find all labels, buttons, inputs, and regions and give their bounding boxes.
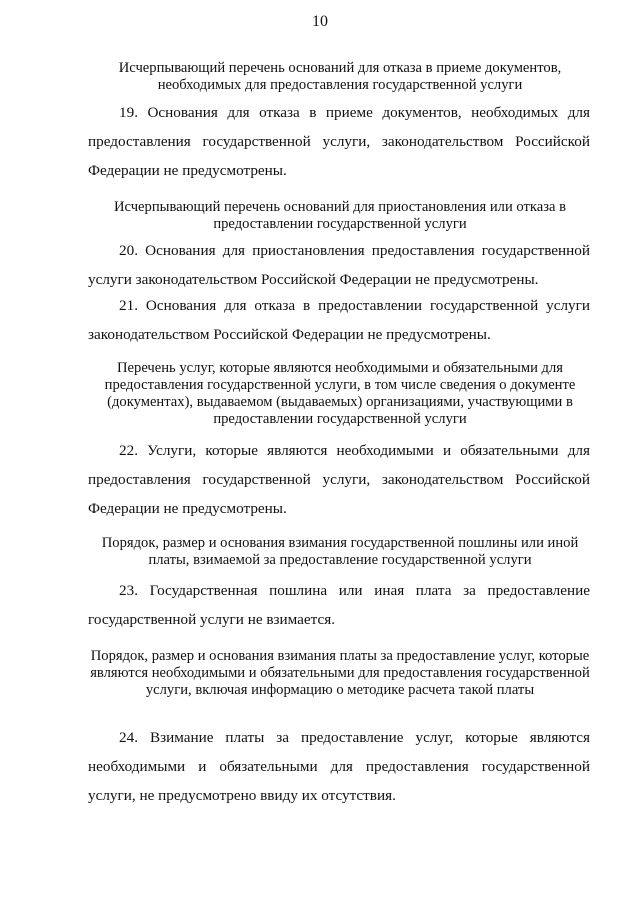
section-heading-required-services: Перечень услуг, которые являются необходимыми и обязательными для предоставления государственной услуги, в том числе сведения о документе (документах), выдаваемом (выдаваемых) организациями, участвующими в предоставлении государственной услуги	[104, 360, 576, 427]
page-number: 10	[312, 13, 328, 30]
section-heading-suspension-refusal: Исчерпывающий перечень оснований для приостановления или отказа в предоставлении государственной услуги	[113, 199, 567, 232]
paragraph-19: 19. Основания для отказа в приеме документов, необходимых для предоставления государственной услуги, законодательством Российской Федерации не предусмотрены.	[88, 104, 590, 179]
section-heading-service-fees: Порядок, размер и основания взимания платы за предоставление услуг, которые являются необходимыми и обязательными для предоставления государственной услуги, включая информацию о методике расчета такой платы	[90, 648, 590, 698]
section-heading-state-duty: Порядок, размер и основания взимания государственной пошлины или иной платы, взимаемой за предоставление государственной услуги	[101, 535, 579, 568]
section-heading-refusal-acceptance: Исчерпывающий перечень оснований для отказа в приеме документов, необходимых для предоставления государственной услуги	[118, 60, 562, 93]
paragraph-21: 21. Основания для отказа в предоставлении государственной услуги законодательством Российской Федерации не предусмотрены.	[88, 297, 590, 343]
paragraph-22: 22. Услуги, которые являются необходимыми и обязательными для предоставления государственной услуги, законодательством Российской Федерации не предусмотрены.	[88, 442, 590, 517]
paragraph-24: 24. Взимание платы за предоставление услуг, которые являются необходимыми и обязательными для предоставления государственной услуги, не предусмотрено ввиду их отсутствия.	[88, 729, 590, 804]
paragraph-23: 23. Государственная пошлина или иная плата за предоставление государственной услуги не взимается.	[88, 582, 590, 628]
paragraph-20: 20. Основания для приостановления предоставления государственной услуги законодательством Российской Федерации не предусмотрены.	[88, 242, 590, 288]
